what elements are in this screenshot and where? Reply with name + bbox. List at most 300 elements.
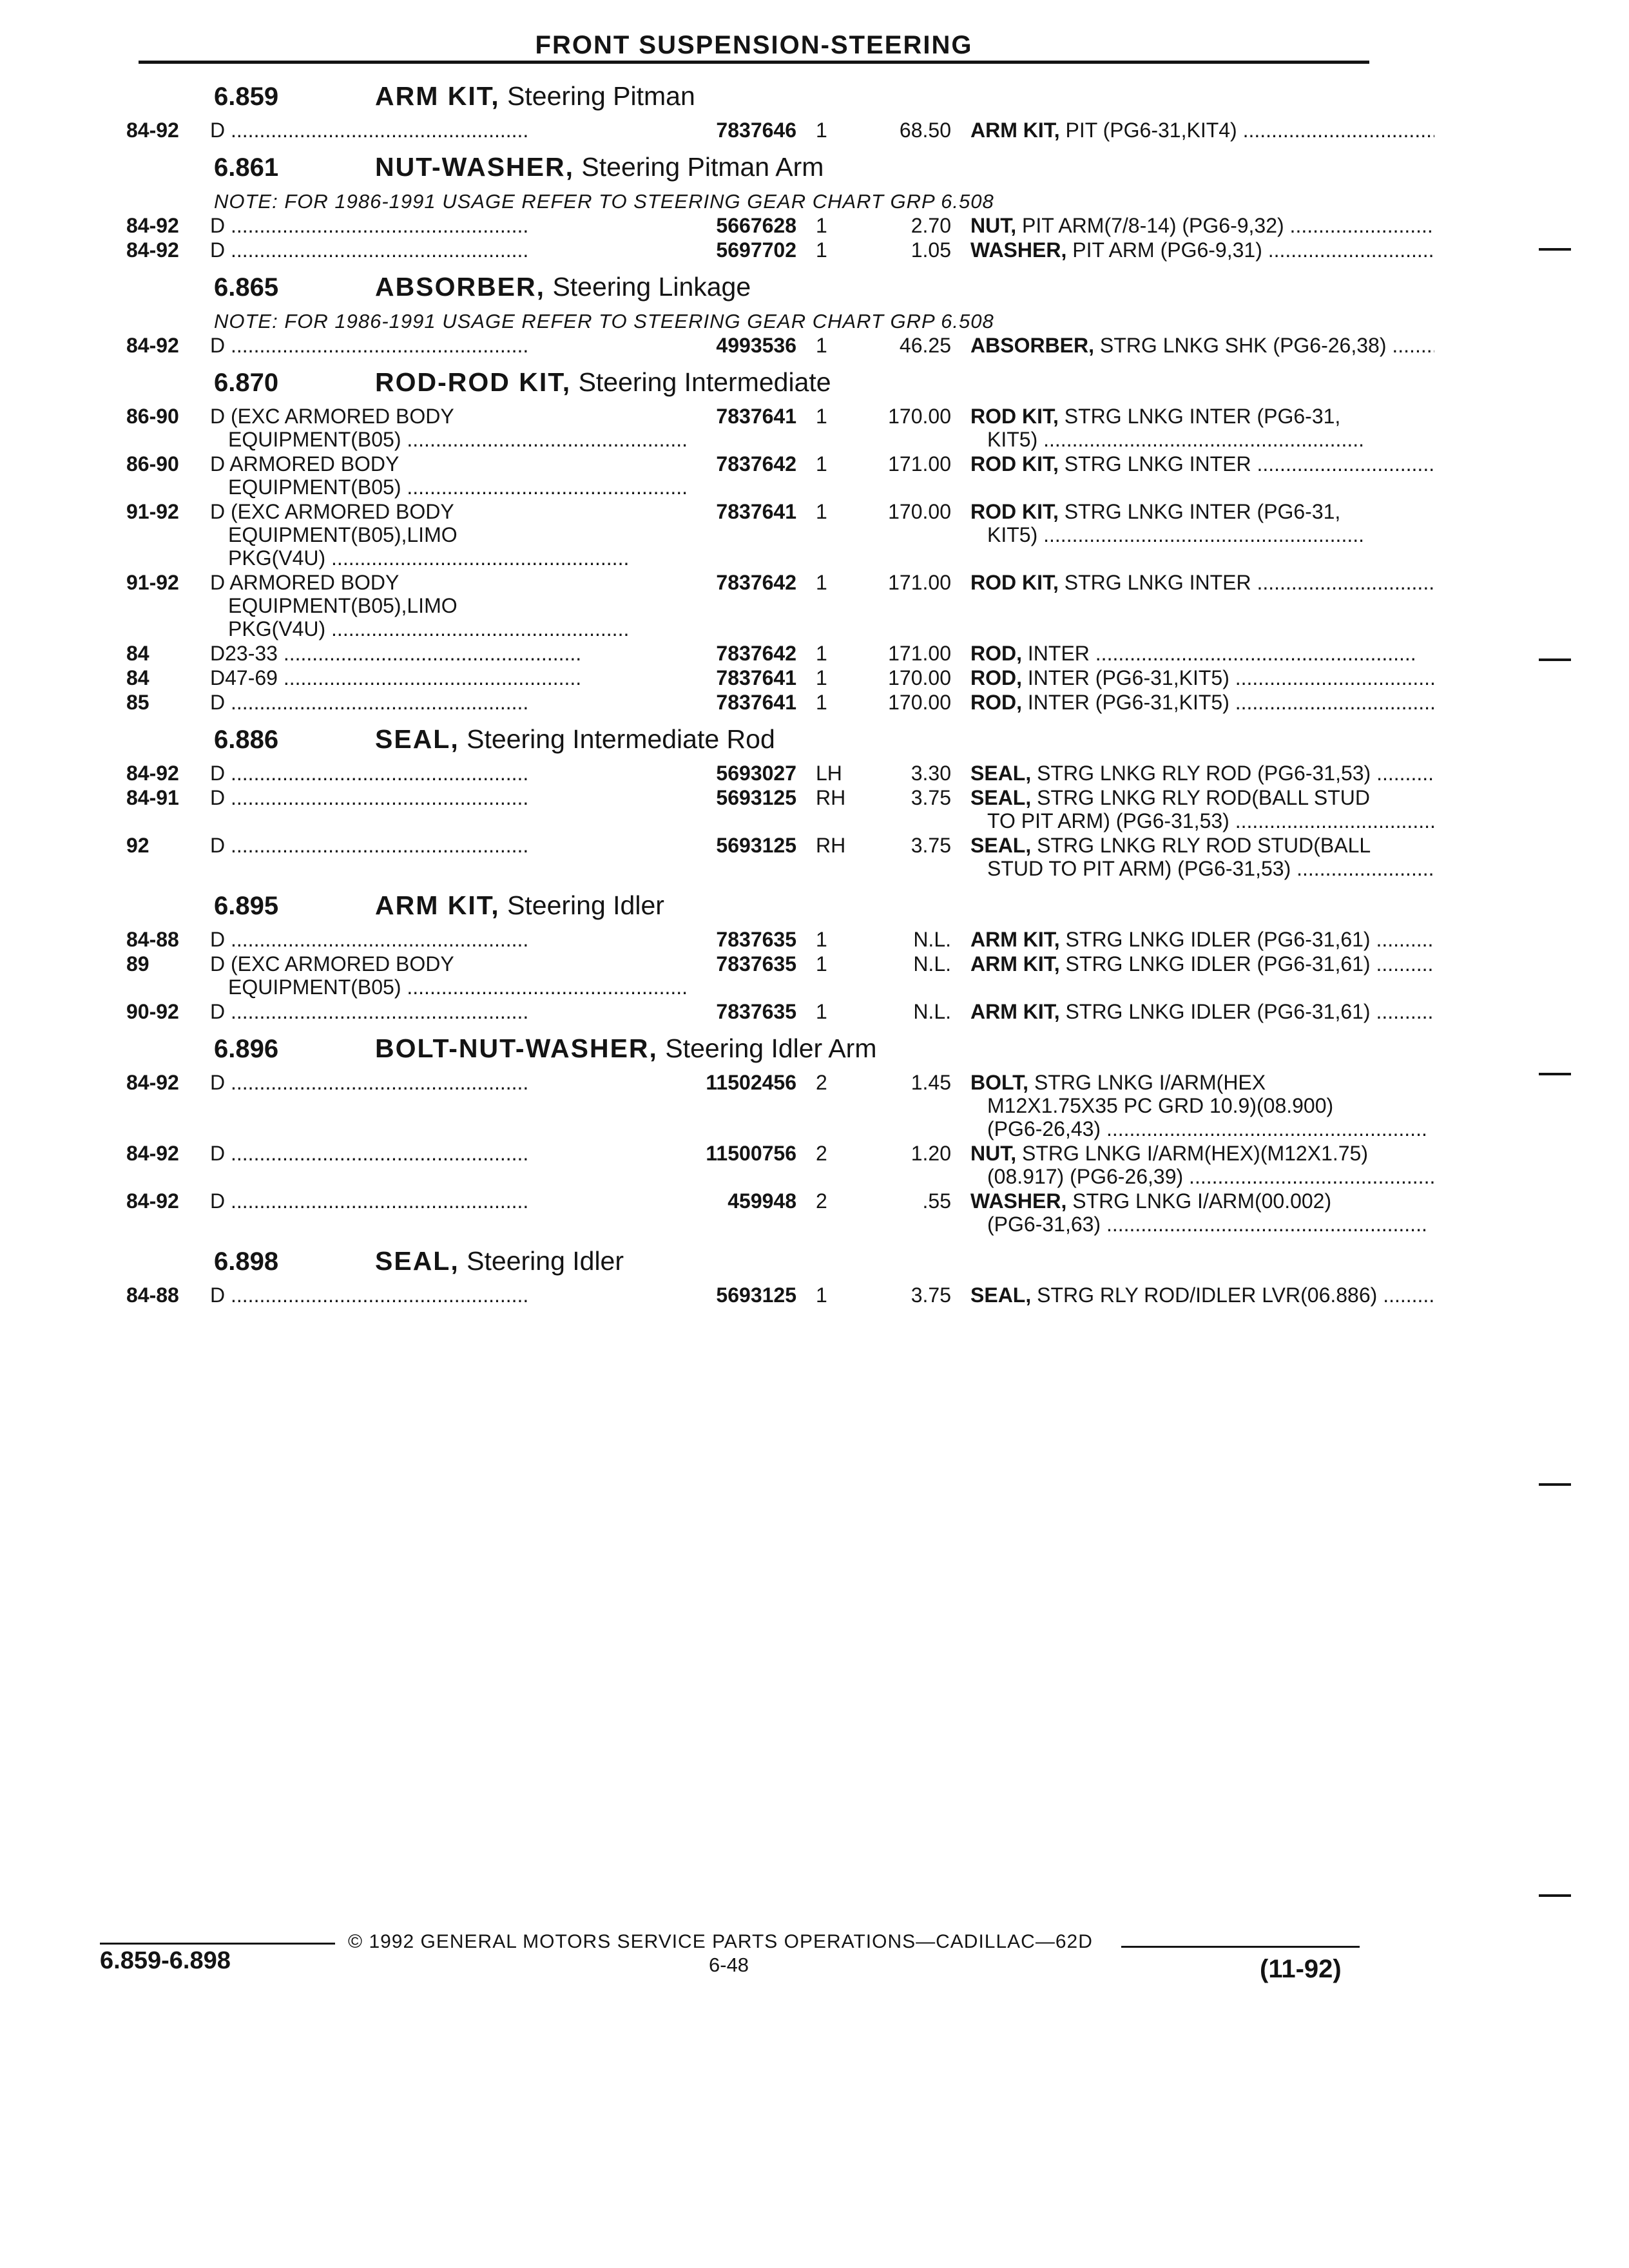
part-name-text: STRG RLY ROD/IDLER LVR(06.886) [1037, 1283, 1378, 1307]
price: 46.25 [899, 334, 951, 357]
part-name-keyword: ARM KIT, [970, 1000, 1060, 1023]
usage-line: D ARMORED BODY [210, 452, 400, 476]
part-name-text: STRG LNKG INTER (PG6-31, [1064, 405, 1341, 428]
part-name-keyword: WASHER, [970, 238, 1067, 262]
part-name-line [970, 1000, 1434, 1023]
model-years: 85 [126, 691, 149, 714]
part-name-line [970, 1283, 1434, 1307]
section-heading [126, 887, 1370, 928]
part-name-keyword: SEAL, [970, 762, 1032, 785]
part-row [126, 642, 1370, 665]
part-number: 7837641 [716, 691, 796, 714]
part-name-text: PIT (PG6-31,KIT4) [1065, 119, 1237, 142]
part-name-text: STRG LNKG I/ARM(HEX)(M12X1.75) [1022, 1142, 1368, 1165]
model-years: 86-90 [126, 405, 179, 428]
usage-line: D (EXC ARMORED BODY [210, 500, 454, 523]
part-name-keyword: BOLT, [970, 1071, 1029, 1094]
usage-line: D (EXC ARMORED BODY [210, 405, 454, 428]
usage-line: D23-33 ..... [210, 642, 687, 665]
part-name-line [970, 786, 1434, 809]
quantity: 1 [816, 571, 827, 594]
part-name-keyword: ROD, [970, 691, 1022, 714]
part-name-text: (PG6-26,43) [987, 1117, 1101, 1140]
usage-line: EQUIPMENT(B05),LIMO [228, 523, 458, 546]
page-title: FRONT SUSPENSION-STEERING [535, 31, 973, 59]
price: N.L. [913, 1000, 951, 1023]
price: 3.75 [911, 1283, 951, 1307]
part-name-text: PIT ARM (PG6-9,31) [1072, 238, 1262, 262]
quantity: 1 [816, 334, 827, 357]
part-name-keyword: ROD, [970, 666, 1022, 689]
model-years: 84-92 [126, 214, 179, 237]
model-years: 84-92 [126, 1071, 179, 1094]
part-name-text: STRG LNKG I/ARM(HEX [1034, 1071, 1266, 1094]
part-name-line [970, 1165, 1434, 1188]
part-row [126, 1189, 1370, 1236]
part-name-line [970, 571, 1434, 594]
section-heading [126, 268, 1370, 309]
part-number: 5693027 [716, 762, 796, 785]
usage-description [210, 1071, 687, 1094]
model-years: 89 [126, 952, 149, 975]
quantity: 1 [816, 691, 827, 714]
section-title-main: NUT-WASHER, [375, 152, 574, 182]
part-name [970, 452, 1434, 476]
part-name-text: STRG LNKG RLY ROD(BALL STUD [1037, 786, 1370, 809]
section-title-rest: Steering Pitman Arm [581, 152, 824, 182]
part-number: 459948 [728, 1189, 796, 1213]
section-title-rest: Steering Linkage [552, 272, 751, 302]
usage-line: PKG(V4U) ..... [210, 617, 687, 640]
part-number: 7837642 [716, 452, 796, 476]
usage-line: D ..... [210, 119, 687, 142]
quantity: 1 [816, 238, 827, 262]
price: 170.00 [888, 405, 951, 428]
usage-description [210, 571, 687, 640]
price: 171.00 [888, 452, 951, 476]
part-number: 7837635 [716, 1000, 796, 1023]
usage-line: EQUIPMENT(B05) ..... [210, 975, 687, 999]
usage-description [210, 928, 687, 951]
section-number: 6.861 [214, 153, 279, 182]
price: 3.75 [911, 786, 951, 809]
model-years: 84-92 [126, 1142, 179, 1165]
section-title-main: ARM KIT, [375, 81, 500, 111]
part-name [970, 500, 1434, 546]
quantity: 1 [816, 642, 827, 665]
parts-list [126, 77, 1387, 1313]
part-row [126, 452, 1370, 499]
part-name-line [970, 857, 1434, 880]
part-name-line [970, 405, 1434, 428]
part-name [970, 119, 1434, 142]
part-name-line [970, 452, 1434, 476]
usage-description [210, 334, 687, 357]
part-number: 7837641 [716, 500, 796, 523]
part-row [126, 571, 1370, 640]
quantity: 1 [816, 952, 827, 975]
quantity: 1 [816, 1283, 827, 1307]
section-title [375, 1033, 876, 1064]
usage-description [210, 762, 687, 785]
section-title-rest: Steering Idler [507, 890, 664, 920]
part-row [126, 1071, 1370, 1140]
section-note: NOTE: FOR 1986-1991 USAGE REFER TO STEERING GEAR CHART GRP 6.508 [214, 310, 994, 332]
usage-line: D ..... [210, 238, 687, 262]
part-name-line [970, 428, 1434, 451]
part-row [126, 405, 1370, 451]
usage-description [210, 786, 687, 809]
quantity: 1 [816, 214, 827, 237]
section-heading [126, 720, 1370, 762]
part-number: 5693125 [716, 786, 796, 809]
part-number: 11502456 [706, 1071, 796, 1094]
part-name-line [970, 1071, 1434, 1094]
part-number: 7837646 [716, 119, 796, 142]
part-name-line [970, 809, 1434, 832]
usage-line: EQUIPMENT(B05),LIMO [228, 594, 458, 617]
model-years: 84 [126, 666, 149, 689]
part-name-line [970, 214, 1434, 237]
quantity: 2 [816, 1189, 827, 1213]
price: 1.45 [911, 1071, 951, 1094]
quantity: 2 [816, 1142, 827, 1165]
margin-mark [1539, 1073, 1571, 1075]
part-name-text: (08.917) (PG6-26,39) [987, 1165, 1184, 1188]
part-name [970, 1000, 1434, 1023]
section-title-main: ARM KIT, [375, 890, 500, 920]
price: 1.20 [911, 1142, 951, 1165]
usage-line: D ..... [210, 214, 687, 237]
part-name-line [970, 691, 1434, 714]
section-heading [126, 1242, 1370, 1283]
part-number: 4993536 [716, 334, 796, 357]
part-name-keyword: ROD KIT, [970, 571, 1059, 594]
part-name [970, 642, 1434, 665]
part-name-line [970, 238, 1434, 262]
section-number: 6.886 [214, 726, 279, 754]
part-name-line [970, 523, 1434, 546]
part-row [126, 762, 1370, 785]
usage-description [210, 500, 687, 570]
part-name-line [970, 500, 1434, 523]
part-name-line [970, 1213, 1434, 1236]
usage-line: D ..... [210, 1000, 687, 1023]
part-name-keyword: ROD KIT, [970, 452, 1059, 476]
part-row [126, 666, 1370, 689]
quantity: 1 [816, 452, 827, 476]
part-number: 5693125 [716, 834, 796, 857]
section-number: 6.898 [214, 1247, 279, 1276]
margin-mark [1539, 658, 1571, 661]
quantity: RH [816, 786, 846, 809]
part-row [126, 928, 1370, 951]
section-title [375, 272, 751, 302]
part-row [126, 1142, 1370, 1188]
model-years: 86-90 [126, 452, 179, 476]
part-name-text: (PG6-31,63) [987, 1213, 1101, 1236]
part-name-keyword: ROD KIT, [970, 500, 1059, 523]
price: N.L. [913, 928, 951, 951]
section-title-main: SEAL, [375, 724, 459, 754]
section-heading [126, 148, 1370, 189]
quantity: 1 [816, 119, 827, 142]
part-name [970, 1189, 1434, 1236]
section-heading [126, 77, 1370, 119]
usage-line: EQUIPMENT(B05) ..... [210, 476, 687, 499]
quantity: 1 [816, 500, 827, 523]
section-title-rest: Steering Pitman [507, 81, 695, 111]
part-name-line [970, 1094, 1434, 1117]
part-number: 5693125 [716, 1283, 796, 1307]
price: 68.50 [899, 119, 951, 142]
model-years: 84-92 [126, 334, 179, 357]
part-name [970, 762, 1434, 785]
usage-line: D ..... [210, 786, 687, 809]
section-title-rest: Steering Intermediate [578, 367, 831, 397]
model-years: 92 [126, 834, 149, 857]
part-name-text: STRG LNKG RLY ROD STUD(BALL [1037, 834, 1371, 857]
section-title [375, 724, 775, 754]
usage-description [210, 834, 687, 857]
catalog-section [126, 720, 1370, 880]
quantity: 1 [816, 405, 827, 428]
price: 170.00 [888, 666, 951, 689]
part-name-line [970, 834, 1434, 857]
section-number: 6.895 [214, 892, 279, 920]
model-years: 91-92 [126, 571, 179, 594]
part-name-line [970, 119, 1434, 142]
catalog-section [126, 1242, 1378, 1307]
footer-rule-right [1121, 1946, 1360, 1948]
usage-description [210, 1189, 687, 1213]
part-name-keyword: ROD, [970, 642, 1022, 665]
usage-line: D ..... [210, 928, 687, 951]
margin-mark [1539, 248, 1571, 251]
part-number: 11500756 [706, 1142, 796, 1165]
part-name-text: STRG LNKG IDLER (PG6-31,61) [1065, 928, 1371, 951]
part-name [970, 691, 1434, 714]
section-title [375, 367, 831, 398]
part-name [970, 928, 1434, 951]
section-title-rest: Steering Intermediate Rod [467, 724, 775, 754]
catalog-section [126, 77, 1370, 142]
part-name-text: STRG LNKG IDLER (PG6-31,61) [1065, 1000, 1371, 1023]
price: 1.05 [911, 238, 951, 262]
price: 170.00 [888, 691, 951, 714]
part-name [970, 571, 1434, 594]
quantity: RH [816, 834, 846, 857]
catalog-section [126, 268, 1387, 357]
model-years: 84-92 [126, 238, 179, 262]
section-heading [126, 363, 1370, 405]
part-name [970, 1142, 1434, 1188]
usage-description [210, 691, 687, 714]
model-years: 90-92 [126, 1000, 179, 1023]
part-name-keyword: SEAL, [970, 834, 1032, 857]
part-name-line [970, 952, 1434, 975]
price: 3.30 [911, 762, 951, 785]
part-name [970, 334, 1434, 357]
price: 2.70 [911, 214, 951, 237]
part-number: 7837641 [716, 666, 796, 689]
section-title-rest: Steering Idler Arm [665, 1033, 877, 1063]
part-name-text: STRG LNKG INTER [1064, 452, 1251, 476]
header-rule [139, 61, 1369, 64]
margin-mark [1539, 1894, 1571, 1897]
usage-line: D ..... [210, 1071, 687, 1094]
part-name-text: STUD TO PIT ARM) (PG6-31,53) [987, 857, 1291, 880]
part-name-text: INTER [1027, 642, 1090, 665]
section-number: 6.896 [214, 1035, 279, 1063]
usage-line: D ..... [210, 1142, 687, 1165]
part-name-keyword: ABSORBER, [970, 334, 1095, 357]
usage-line: D ..... [210, 334, 687, 357]
model-years: 84-91 [126, 786, 179, 809]
part-row [126, 238, 1370, 262]
part-name-line [970, 1189, 1434, 1213]
section-title-main: SEAL, [375, 1246, 459, 1276]
part-name-text: STRG LNKG INTER [1064, 571, 1251, 594]
part-row [126, 691, 1370, 714]
part-row [126, 952, 1370, 999]
section-title-main: ROD-ROD KIT, [375, 367, 572, 397]
part-name [970, 1283, 1434, 1307]
quantity: 1 [816, 928, 827, 951]
catalog-section [126, 1030, 1370, 1236]
part-name [970, 214, 1434, 237]
part-name-line [970, 928, 1434, 951]
part-name-keyword: NUT, [970, 1142, 1017, 1165]
part-name [970, 952, 1434, 975]
model-years: 84-92 [126, 1189, 179, 1213]
section-title [375, 1246, 624, 1276]
part-name-keyword: ROD KIT, [970, 405, 1059, 428]
section-title [375, 81, 695, 111]
usage-description [210, 405, 687, 451]
usage-description [210, 1283, 687, 1307]
part-name [970, 834, 1434, 880]
usage-line: D ..... [210, 691, 687, 714]
part-name-text: STRG LNKG I/ARM(00.002) [1072, 1189, 1332, 1213]
price: .55 [922, 1189, 951, 1213]
quantity: 1 [816, 666, 827, 689]
section-heading [126, 1030, 1370, 1071]
section-number: 6.870 [214, 369, 279, 397]
usage-description [210, 119, 687, 142]
part-row [126, 500, 1370, 570]
part-name-keyword: NUT, [970, 214, 1017, 237]
part-name [970, 786, 1434, 832]
margin-mark [1539, 1483, 1571, 1486]
part-name-text: TO PIT ARM) (PG6-31,53) [987, 809, 1229, 832]
part-name [970, 666, 1434, 689]
part-name-line [970, 334, 1434, 357]
section-title [375, 152, 824, 182]
usage-line: D ..... [210, 762, 687, 785]
part-name-text: KIT5) [987, 523, 1038, 546]
part-number: 7837642 [716, 571, 796, 594]
part-name-keyword: ARM KIT, [970, 928, 1060, 951]
part-name-keyword: SEAL, [970, 1283, 1032, 1307]
part-name-line [970, 762, 1434, 785]
usage-description [210, 642, 687, 665]
part-row [126, 1283, 1378, 1307]
part-number: 7837635 [716, 928, 796, 951]
part-name-keyword: ARM KIT, [970, 119, 1060, 142]
price: 3.75 [911, 834, 951, 857]
catalog-section [126, 363, 1370, 714]
footer-page-number: 6-48 [709, 1954, 749, 1976]
part-row [126, 334, 1387, 357]
section-note: NOTE: FOR 1986-1991 USAGE REFER TO STEERING GEAR CHART GRP 6.508 [214, 190, 994, 213]
price: 171.00 [888, 642, 951, 665]
part-name-keyword: SEAL, [970, 786, 1032, 809]
part-name-line [970, 1117, 1434, 1140]
part-number: 7837641 [716, 405, 796, 428]
part-name-line [970, 1142, 1434, 1165]
part-name-text: KIT5) [987, 428, 1038, 451]
section-title-main: ABSORBER, [375, 272, 546, 302]
section-number: 6.865 [214, 273, 279, 302]
model-years: 84 [126, 642, 149, 665]
footer-revision-date: (11-92) [1260, 1955, 1342, 1983]
usage-description [210, 1142, 687, 1165]
part-name [970, 405, 1434, 451]
part-row [126, 1000, 1370, 1023]
section-title-rest: Steering Idler [467, 1246, 624, 1276]
part-name-text: STRG LNKG SHK (PG6-26,38) [1099, 334, 1387, 357]
footer-section-range: 6.859-6.898 [100, 1947, 231, 1974]
part-number: 7837642 [716, 642, 796, 665]
part-name-text: M12X1.75X35 PC GRD 10.9)(08.900) [987, 1094, 1334, 1117]
quantity: 2 [816, 1071, 827, 1094]
usage-line: EQUIPMENT(B05) ..... [210, 428, 687, 451]
usage-description [210, 952, 687, 999]
part-number: 5667628 [716, 214, 796, 237]
part-name-text: PIT ARM(7/8-14) (PG6-9,32) [1022, 214, 1284, 237]
price: 170.00 [888, 500, 951, 523]
usage-description [210, 452, 687, 499]
quantity: 1 [816, 1000, 827, 1023]
section-title [375, 890, 664, 921]
section-number: 6.859 [214, 82, 279, 111]
usage-line: PKG(V4U) ..... [210, 546, 687, 570]
usage-line: D ..... [210, 834, 687, 857]
part-row [126, 786, 1370, 832]
usage-line: D ..... [210, 1283, 687, 1307]
part-name-line [970, 666, 1434, 689]
footer-rule-left [100, 1943, 335, 1945]
usage-description [210, 238, 687, 262]
part-row [126, 834, 1370, 880]
usage-description [210, 214, 687, 237]
model-years: 84-88 [126, 1283, 179, 1307]
model-years: 84-88 [126, 928, 179, 951]
catalog-section [126, 887, 1370, 1023]
part-row [126, 214, 1370, 237]
usage-line: D ARMORED BODY [210, 571, 400, 594]
part-name-text: INTER (PG6-31,KIT5) [1027, 666, 1229, 689]
model-years: 91-92 [126, 500, 179, 523]
usage-line: D (EXC ARMORED BODY [210, 952, 454, 975]
part-number: 7837635 [716, 952, 796, 975]
price: N.L. [913, 952, 951, 975]
section-title-main: BOLT-NUT-WASHER, [375, 1033, 658, 1063]
part-name-keyword: ARM KIT, [970, 952, 1060, 975]
usage-description [210, 666, 687, 689]
model-years: 84-92 [126, 119, 179, 142]
